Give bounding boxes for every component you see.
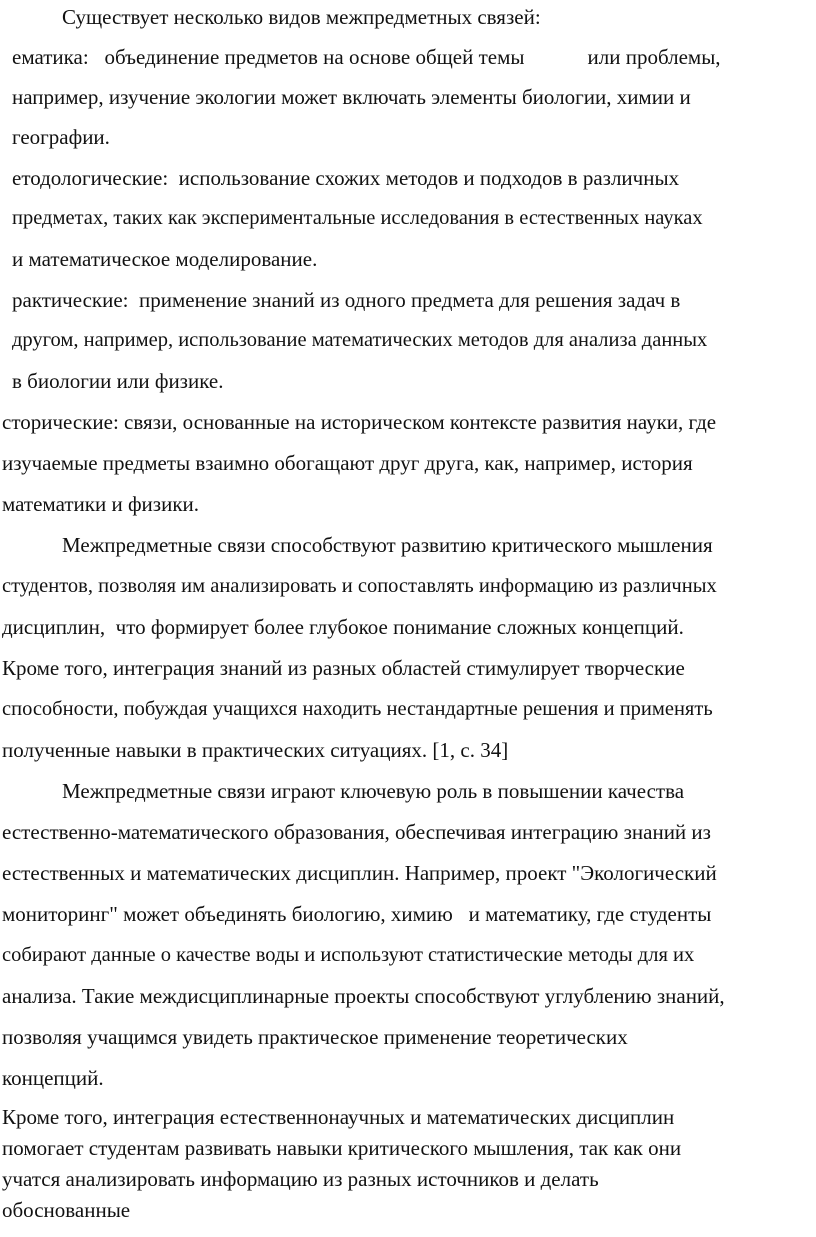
paragraph-1-line-2: студентов, позволяя им анализировать и сопоставлять информацию из различных: [2, 575, 717, 597]
paragraph-3-line-3: учатся анализировать информацию из разных источников и делать: [2, 1167, 599, 1191]
paragraph-2-line-2: естественно-математического образования, обеспечивая интеграцию знаний из: [2, 820, 711, 844]
list-item-practical-line-2: другом, например, использование математических методов для анализа данных: [12, 329, 708, 351]
list-item-historical-line-1: сторические: связи, основанные на историческом контексте развития науки, где: [2, 410, 717, 434]
paragraph-2-line-8: концепций.: [2, 1066, 104, 1090]
paragraph-2-line-1: Межпредметные связи играют ключевую роль в повышении качества: [62, 779, 685, 803]
list-item-thematic-line-2: например, изучение экологии может включать элементы биологии, химии и: [12, 85, 691, 109]
paragraph-2-line-4: мониторинг" может объединять биологию, химию и математику, где студенты: [2, 902, 712, 926]
list-item-practical-line-3: в биологии или физике.: [12, 369, 224, 393]
list-item-practical-line-1: рактические: применение знаний из одного предмета для решения задач в: [12, 288, 681, 312]
paragraph-3-line-4: обоснованные: [2, 1198, 131, 1222]
paragraph-3-line-1: Кроме того, интеграция естественнонаучных и математических дисциплин: [2, 1105, 675, 1129]
list-item-methodological-line-3: и математическое моделирование.: [12, 247, 318, 271]
intro-text: Существует несколько видов межпредметных связей:: [62, 5, 541, 29]
paragraph-2-line-6: анализа. Такие междисциплинарные проекты способствуют углублению знаний,: [2, 984, 725, 1008]
paragraph-1-line-5: способности, побуждая учащихся находить нестандартные решения и применять: [2, 698, 713, 720]
list-item-methodological-line-2: предметах, таких как экспериментальные исследования в естественных науках: [12, 207, 703, 229]
paragraph-2-line-5: собирают данные о качестве воды и используют статистические методы для их: [2, 944, 695, 966]
list-item-methodological-line-1: етодологические: использование схожих методов и подходов в различных: [12, 166, 680, 190]
paragraph-1-line-4: Кроме того, интеграция знаний из разных областей стимулирует творческие: [2, 656, 685, 680]
paragraph-2-line-7: позволяя учащимся увидеть практическое применение теоретических: [2, 1025, 628, 1049]
list-item-thematic-line-3: географии.: [12, 125, 110, 149]
list-item-historical-line-3: математики и физики.: [2, 492, 200, 516]
paragraph-1-line-6: полученные навыки в практических ситуациях. [1, с. 34]: [2, 738, 509, 762]
paragraph-2-line-3: естественных и математических дисциплин. Например, проект "Экологический: [2, 861, 717, 885]
list-item-thematic-line-1: ематика: объединение предметов на основе общей темы или проблемы,: [12, 45, 721, 69]
paragraph-3-line-2: помогает студентам развивать навыки критического мышления, так как они: [2, 1136, 682, 1160]
paragraph-1-line-1: Межпредметные связи способствуют развитию критического мышления: [62, 533, 713, 557]
paragraph-1-line-3: дисциплин, что формирует более глубокое понимание сложных концепций.: [2, 615, 684, 639]
list-item-historical-line-2: изучаемые предметы взаимно обогащают друг друга, как, например, история: [2, 451, 693, 475]
